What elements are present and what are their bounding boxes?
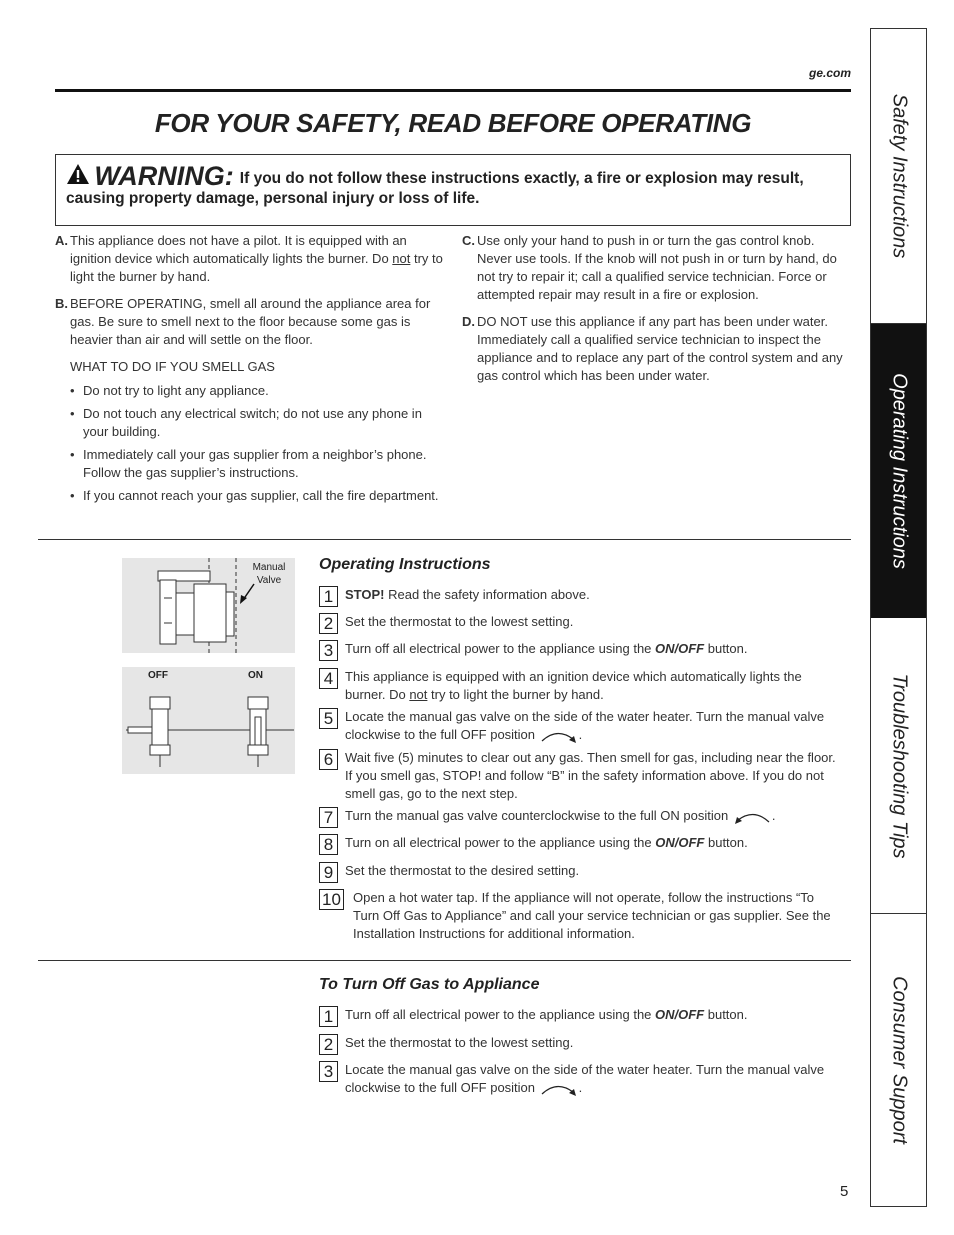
page-title: FOR YOUR SAFETY, READ BEFORE OPERATING <box>154 108 752 138</box>
item-text: This appliance does not have a pilot. It is equipped with an ignition device which automatically lights the burner. Do <box>70 233 407 266</box>
counterclockwise-arrow-icon <box>732 808 772 823</box>
step-number: 1 <box>319 1006 338 1027</box>
step-number: 5 <box>319 708 338 729</box>
step-number: 4 <box>319 668 338 689</box>
step-body: Locate the manual gas valve on the side of the water heater. Turn the manual valve clockwise to the full OFF position <box>345 709 825 742</box>
step-body: Turn on all electrical power to the appliance using the <box>345 835 656 850</box>
step-body-end: . <box>578 727 583 742</box>
item-text: BEFORE OPERATING, smell all around the appliance area for gas. Be sure to smell next to the floor because some gas is heavier than air and will settle on the floor. <box>70 296 431 347</box>
smell-gas-list <box>55 382 445 505</box>
safety-left-column <box>55 232 445 510</box>
valve-positions-figure <box>122 667 295 774</box>
off-valve-shape <box>128 697 170 767</box>
step-text <box>345 1061 845 1098</box>
valve-positions-drawing <box>122 667 295 774</box>
site-url: ge.com <box>808 66 851 80</box>
item-text: DO NOT use this appliance if any part has been under water. Immediately call a qualified service technician to inspect the appliance and to replace any part of the control system and any gas control which has been under water. <box>477 314 843 383</box>
step-text <box>345 708 845 745</box>
step-text: Set the thermostat to the lowest setting. <box>345 1035 574 1050</box>
step-number: 9 <box>319 862 338 883</box>
step-body-end: button. <box>704 641 748 656</box>
step-body: Locate the manual gas valve on the side of the water heater. Turn the manual valve clockwise to the full OFF position <box>345 1062 825 1095</box>
step-body: This appliance is equipped with an ignition device which automatically lights the burner. Do <box>345 669 802 702</box>
step-number: 3 <box>319 640 338 661</box>
item-letter: D. <box>462 314 475 329</box>
item-letter: B. <box>55 296 68 311</box>
tab-troubleshooting-tips[interactable] <box>871 619 926 914</box>
step-number: 6 <box>319 749 338 770</box>
step-emphasis: not <box>409 687 428 702</box>
warning-text: If you do not follow these instructions exactly, a fire or explosion may result, causing property damage, personal injury or loss of life. <box>66 170 804 207</box>
valve-label-line: Valve <box>256 575 282 586</box>
step-body: Turn off all electrical power to the appliance using the <box>345 641 656 656</box>
warning-line <box>66 163 840 209</box>
onoff-label: ON/OFF <box>655 1007 705 1022</box>
step-number: 3 <box>319 1061 338 1082</box>
step-text: Open a hot water tap. If the appliance will not operate, follow the instructions “To Turn Off Gas to Appliance” and call your service technician or gas supplier. See the Installation Instructions for additional information. <box>353 890 831 941</box>
valve-label <box>244 561 294 587</box>
item-letter: A. <box>55 233 68 248</box>
step-number: 2 <box>319 613 338 634</box>
tab-label: Operating Instructions <box>888 373 910 569</box>
tab-label: Consumer Support <box>888 976 910 1144</box>
step-number: 8 <box>319 834 338 855</box>
step-text <box>345 668 845 704</box>
step-number: 2 <box>319 1034 338 1055</box>
list-item: • Do not try to light any appliance. <box>83 382 445 400</box>
tab-safety-instructions[interactable] <box>871 29 926 324</box>
warning-word: WARNING: <box>94 161 234 191</box>
manual-valve-figure <box>122 558 295 653</box>
step-text: Wait five (5) minutes to clear out any gas. Then smell for gas, including near the floor. If you smell gas, STOP! and follow “B” in the safety information above. If you do not smell gas, go to the next step. <box>345 750 836 801</box>
warning-triangle-icon <box>66 170 94 187</box>
warning-box <box>55 154 851 226</box>
operating-heading: Operating Instructions <box>319 556 491 573</box>
on-valve-shape <box>248 697 268 767</box>
safety-item-a <box>55 232 445 286</box>
valve-label-line: Manual <box>252 562 286 573</box>
item-text: Use only your hand to push in or turn the gas control knob. Never use tools. If the knob will not push in or turn by hand, do not try to repair it; call a qualified service technician. Force or attempted repair may result in a fire or explosion. <box>477 233 837 302</box>
clockwise-arrow-icon <box>539 1080 579 1095</box>
step-body: Read the safety information above. <box>384 587 590 602</box>
off-label: OFF <box>148 670 168 681</box>
step-text <box>345 640 845 658</box>
onoff-label: ON/OFF <box>655 641 705 656</box>
step-text <box>345 834 845 852</box>
step-number: 7 <box>319 807 338 828</box>
list-item: • Do not touch any electrical switch; do not use any phone in your building. <box>83 405 445 441</box>
tab-label: Safety Instructions <box>888 93 910 259</box>
on-label: ON <box>248 670 263 681</box>
turnoff-heading: To Turn Off Gas to Appliance <box>319 976 540 993</box>
step-text <box>345 807 845 826</box>
step-number: 1 <box>319 586 338 607</box>
smell-gas-heading: WHAT TO DO IF YOU SMELL GAS <box>70 359 275 374</box>
safety-item-c <box>462 232 850 304</box>
step-number: 10 <box>319 889 344 910</box>
step-bold: STOP! <box>345 587 385 602</box>
tab-label: Troubleshooting Tips <box>888 673 910 859</box>
item-letter: C. <box>462 233 475 248</box>
tab-operating-instructions[interactable] <box>871 324 926 618</box>
section-divider <box>38 960 851 961</box>
onoff-label: ON/OFF <box>655 835 705 850</box>
safety-item-d <box>462 313 850 385</box>
step-text <box>345 586 845 604</box>
page-number: 5 <box>840 1183 849 1200</box>
step-text <box>345 1006 845 1024</box>
item-emphasis: not <box>392 251 411 266</box>
safety-item-b <box>55 295 445 349</box>
item-text-end: try to light the burner by hand. <box>70 251 443 284</box>
clockwise-arrow-icon <box>539 727 579 742</box>
step-body-end: try to light the burner by hand. <box>427 687 604 702</box>
list-item: • Immediately call your gas supplier from a neighbor’s phone. Follow the gas supplier’s instructions. <box>83 446 445 482</box>
step-body-end: . <box>771 808 776 823</box>
step-text: Set the thermostat to the lowest setting. <box>345 614 574 629</box>
safety-right-column <box>462 232 850 394</box>
step-body: Turn the manual gas valve counterclockwise to the full ON position <box>345 808 729 823</box>
step-body: Turn off all electrical power to the appliance using the <box>345 1007 656 1022</box>
list-item: • If you cannot reach your gas supplier, call the fire department. <box>83 487 445 505</box>
section-sidebar <box>870 28 927 1207</box>
top-rule <box>55 89 851 92</box>
step-body-end: button. <box>704 835 748 850</box>
tab-consumer-support[interactable] <box>871 914 926 1206</box>
step-text: Set the thermostat to the desired setting. <box>345 863 580 878</box>
step-body-end: button. <box>704 1007 748 1022</box>
step-body-end: . <box>578 1080 583 1095</box>
section-divider <box>38 539 851 540</box>
